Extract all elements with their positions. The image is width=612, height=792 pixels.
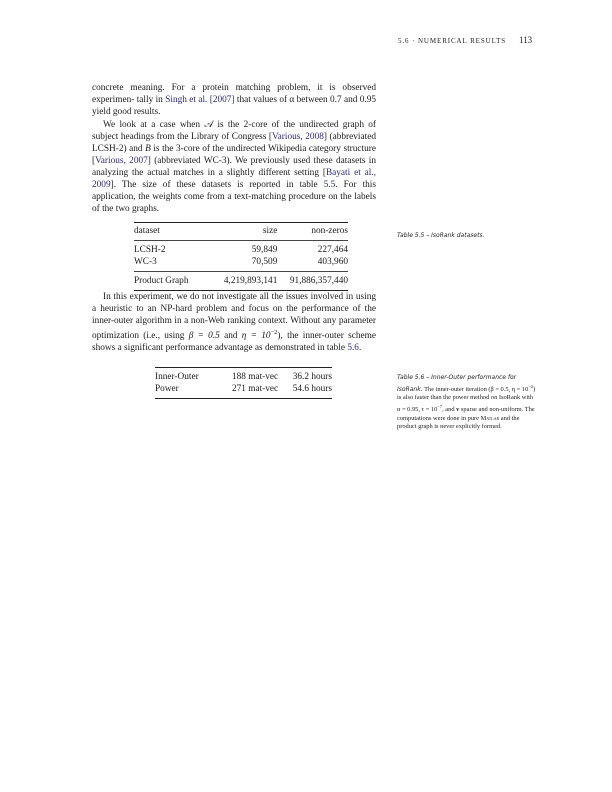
citation-link-singh-year[interactable]: [2007] [209, 95, 235, 106]
cell-non-zeros: 227,464 [317, 245, 348, 256]
table-5-5 [134, 222, 348, 291]
cell-matvec: 271 mat-vec [231, 384, 279, 395]
paragraph-3 [92, 291, 376, 355]
caption-text: and the product graph is never explicitly formed. [397, 414, 520, 431]
table-ref-link-5-6[interactable]: 5.6 [347, 343, 359, 354]
cell-size: 70,509 [251, 257, 278, 268]
cell-method: Power [155, 384, 179, 395]
caption-text: , and [442, 406, 457, 414]
text: We look at a case when 𝒜 is the 2-core of the undirected graph of subject headings from the Library of Congress [ [92, 119, 376, 142]
table-5-6-caption [397, 374, 537, 432]
table-ref-link-5-5[interactable]: 5.5 [323, 179, 336, 190]
page-number: 113 [519, 35, 533, 45]
cell-non-zeros: 91,886,357,440 [289, 276, 348, 287]
table-5-6 [155, 367, 332, 399]
column-header-dataset: dataset [134, 226, 160, 236]
table-row [155, 368, 332, 384]
text: that values of α between 0.7 and 0.95 yield good results. [92, 95, 377, 118]
caption-exponent: −2 [528, 383, 534, 389]
text: ]. The size of these datasets is reported in table [110, 179, 324, 190]
cell-non-zeros: 403,960 [317, 257, 348, 268]
table-row [155, 383, 332, 399]
table-row [134, 241, 348, 257]
caption-text: ) is also faster than the power method on IsoRank with α = 0.95, τ = 10 [397, 385, 536, 414]
cell-dataset: LCSH-2 [134, 245, 166, 256]
cell-size: 59,849 [251, 245, 278, 256]
text: concrete meaning. For a protein matching problem, it is observed experimen- [92, 83, 376, 106]
caption-text: Table 5.5 – IsoRank datasets. [397, 232, 485, 239]
citation-link-bayati[interactable]: Bayati et al., 2009 [92, 167, 377, 190]
table-5-5-caption [397, 232, 537, 241]
table-row [134, 256, 348, 272]
text: . [358, 343, 362, 354]
text: is the 3-core of the undirected Wikipedia category structure [ [92, 143, 376, 166]
text: tally in [136, 95, 166, 106]
citation-link-various-2007[interactable]: Various, 2007 [95, 155, 148, 166]
column-header-size: size [262, 226, 278, 236]
running-head-section: 5.6 · NUMERICAL RESULTS [398, 37, 507, 45]
text: In this experiment, we do not investigate all the issues involved in using a heuristic to an NP-hard problem and focus on the performance of the inner-outer algorithm in a non-Web ranking context. Without any parameter optimization (i.e., using [92, 292, 376, 342]
column-header-non-zeros: non-zeros [311, 226, 348, 236]
cell-time: 54.6 hours [292, 384, 332, 395]
caption-matlab: Matlab [480, 414, 500, 422]
cell-method: Inner-Outer [155, 372, 199, 382]
math-var-B: B [145, 143, 151, 154]
text: ] (abbreviated LCSH-2) and [92, 131, 376, 154]
caption-exponent: −7 [437, 403, 443, 409]
text: ), the inner-outer scheme shows a significant performance advantage as demonstrated in table [92, 331, 376, 354]
cell-matvec: 188 mat-vec [231, 372, 279, 382]
text: ] (abbreviated WC-3). We previously used these datasets in analyzing the actual matches in a slightly different setting [ [92, 155, 376, 178]
math-exponent: −2 [270, 329, 278, 337]
citation-link-singh[interactable]: Singh et al. [165, 95, 208, 106]
math-eta: η = 10 [241, 331, 271, 342]
cell-dataset: WC-3 [134, 257, 157, 268]
caption-text: sparse and non-uniform. The computations were done in pure [397, 406, 535, 422]
cell-dataset: Product Graph [134, 276, 189, 287]
caption-label: Table 5.6 – Inner-Outer performance for IsoRank. [397, 374, 517, 393]
cell-time: 36.2 hours [292, 372, 332, 382]
text: and [219, 331, 242, 342]
paragraph-2 [92, 119, 376, 216]
caption-vector-v: v [456, 406, 460, 414]
table-total-row [134, 272, 348, 291]
math-beta: β = 0.5 [188, 331, 220, 342]
caption-text: The inner-outer iteration (β = 0.5, η = 10 [422, 385, 529, 393]
table-header-row [134, 223, 348, 241]
text: . For this application, the weights come from a text-matching procedure on the labels of the two graphs. [92, 179, 376, 215]
paragraph-1 [92, 82, 376, 118]
cell-size: 4,219,893,141 [223, 276, 278, 287]
citation-link-various-2008[interactable]: Various, 2008 [272, 131, 324, 142]
